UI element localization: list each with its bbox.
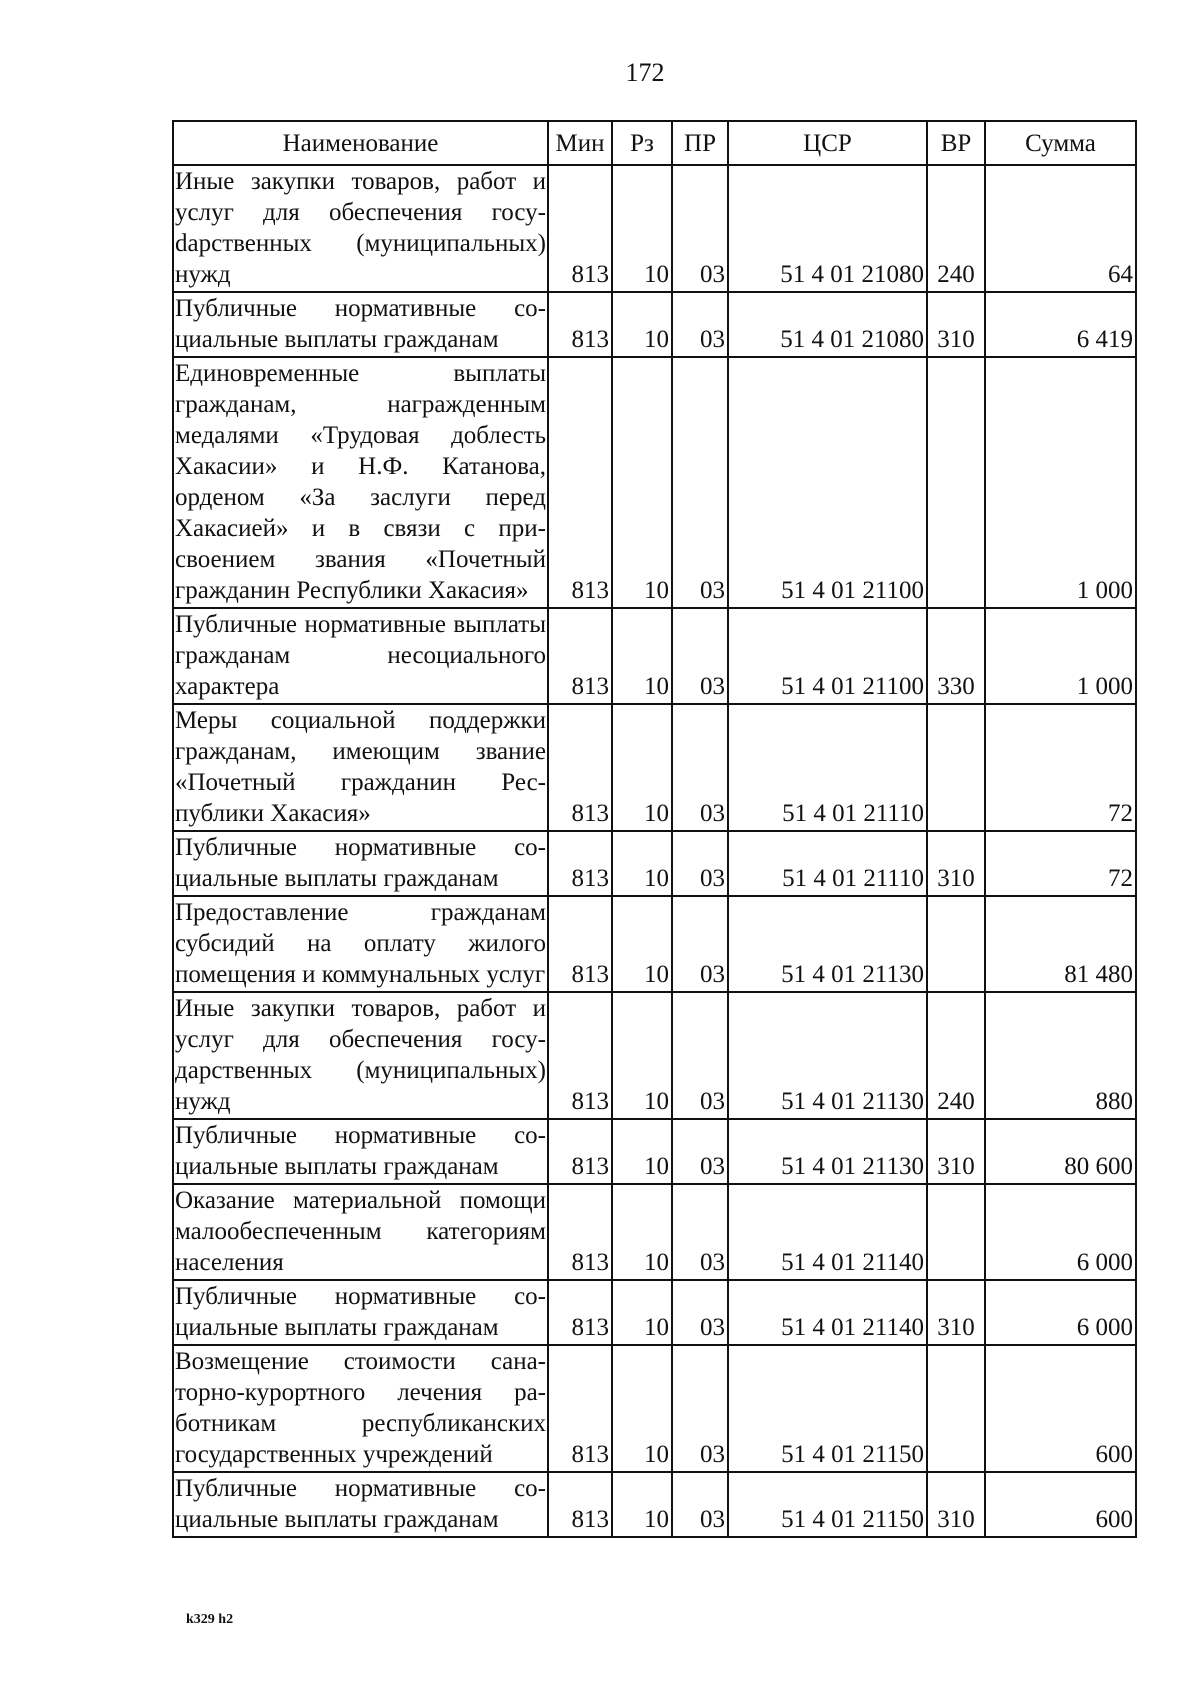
cell-rz: 10 <box>612 1184 672 1280</box>
cell-name: Публичные нормативные социальные выплаты гражданам <box>173 292 548 357</box>
page-number: 172 <box>625 58 665 87</box>
cell-vr: 310 <box>927 1280 985 1345</box>
cell-name: Публичные нормативные выплаты гражданам несоциального характера <box>173 608 548 704</box>
table-header-row <box>173 121 1136 165</box>
cell-name: Публичные нормативные социальные выплаты гражданам <box>173 1280 548 1345</box>
cell-name: Публичные нормативные социальные выплаты гражданам <box>173 1472 548 1537</box>
cell-pr: 03 <box>672 608 728 704</box>
cell-sum: 6 419 <box>985 292 1136 357</box>
cell-csr: 51 4 01 21080 <box>728 292 927 357</box>
cell-rz: 10 <box>612 1472 672 1537</box>
cell-pr: 03 <box>672 1472 728 1537</box>
cell-rz: 10 <box>612 357 672 608</box>
header-pr: ПР <box>672 121 728 165</box>
cell-pr: 03 <box>672 1345 728 1472</box>
table-row <box>173 1345 1136 1472</box>
table-row <box>173 992 1136 1119</box>
cell-pr: 03 <box>672 165 728 292</box>
table-row <box>173 831 1136 896</box>
cell-sum: 1 000 <box>985 608 1136 704</box>
cell-name: Возмещение стоимости санаторно-курортного лечения работникам республиканских государственных учреждений <box>173 1345 548 1472</box>
cell-pr: 03 <box>672 357 728 608</box>
table-row <box>173 896 1136 992</box>
cell-sum: 80 600 <box>985 1119 1136 1184</box>
footer-code: k329 h2 <box>186 1612 234 1627</box>
table-row <box>173 292 1136 357</box>
table-row <box>173 1119 1136 1184</box>
cell-rz: 10 <box>612 704 672 831</box>
cell-vr <box>927 1345 985 1472</box>
cell-pr: 03 <box>672 896 728 992</box>
cell-pr: 03 <box>672 1184 728 1280</box>
cell-sum: 880 <box>985 992 1136 1119</box>
cell-sum: 6 000 <box>985 1184 1136 1280</box>
cell-min: 813 <box>548 1472 612 1537</box>
budget-table <box>172 120 1137 1538</box>
cell-sum: 600 <box>985 1472 1136 1537</box>
cell-min: 813 <box>548 1184 612 1280</box>
header-sum: Сумма <box>985 121 1136 165</box>
cell-rz: 10 <box>612 292 672 357</box>
cell-name: Оказание материальной помощи малообеспеченным категориям населения <box>173 1184 548 1280</box>
cell-csr: 51 4 01 21140 <box>728 1184 927 1280</box>
cell-sum: 6 000 <box>985 1280 1136 1345</box>
cell-vr: 310 <box>927 1119 985 1184</box>
cell-rz: 10 <box>612 831 672 896</box>
cell-csr: 51 4 01 21130 <box>728 992 927 1119</box>
header-min: Мин <box>548 121 612 165</box>
cell-min: 813 <box>548 292 612 357</box>
cell-name: Меры социальной поддержки гражданам, имеющим звание «Почетный гражданин Республики Хакасия» <box>173 704 548 831</box>
cell-vr <box>927 704 985 831</box>
cell-sum: 81 480 <box>985 896 1136 992</box>
cell-vr: 330 <box>927 608 985 704</box>
cell-sum: 72 <box>985 831 1136 896</box>
table-row <box>173 1184 1136 1280</box>
table-row <box>173 1280 1136 1345</box>
cell-min: 813 <box>548 704 612 831</box>
cell-min: 813 <box>548 608 612 704</box>
table-row <box>173 608 1136 704</box>
cell-vr: 240 <box>927 992 985 1119</box>
cell-vr <box>927 1184 985 1280</box>
cell-csr: 51 4 01 21130 <box>728 896 927 992</box>
cell-min: 813 <box>548 1345 612 1472</box>
table-row <box>173 165 1136 292</box>
cell-min: 813 <box>548 831 612 896</box>
cell-min: 813 <box>548 165 612 292</box>
cell-pr: 03 <box>672 704 728 831</box>
cell-csr: 51 4 01 21110 <box>728 704 927 831</box>
cell-vr: 310 <box>927 831 985 896</box>
cell-rz: 10 <box>612 165 672 292</box>
cell-rz: 10 <box>612 992 672 1119</box>
cell-vr: 310 <box>927 1472 985 1537</box>
table-row <box>173 1472 1136 1537</box>
cell-csr: 51 4 01 21100 <box>728 608 927 704</box>
cell-pr: 03 <box>672 292 728 357</box>
cell-rz: 10 <box>612 1280 672 1345</box>
table-body <box>173 165 1136 1537</box>
cell-sum: 64 <box>985 165 1136 292</box>
cell-pr: 03 <box>672 831 728 896</box>
cell-csr: 51 4 01 21100 <box>728 357 927 608</box>
cell-rz: 10 <box>612 1345 672 1472</box>
cell-csr: 51 4 01 21150 <box>728 1472 927 1537</box>
cell-sum: 600 <box>985 1345 1136 1472</box>
cell-vr <box>927 357 985 608</box>
cell-vr <box>927 896 985 992</box>
cell-min: 813 <box>548 1280 612 1345</box>
cell-csr: 51 4 01 21140 <box>728 1280 927 1345</box>
cell-pr: 03 <box>672 992 728 1119</box>
cell-name: Единовременные выплаты гражданам, награжденным медалями «Трудовая доблесть Хакасии» и Н.Ф. Катанова, орденом «За заслуги перед Хакасией» и в связи с присвоением звания «Почетный гражданин Республики Хакасия» <box>173 357 548 608</box>
table-row <box>173 704 1136 831</box>
cell-name: Иные закупки товаров, работ и услуг для обеспечения госуdарственных (муниципальных) нужд <box>173 165 548 292</box>
cell-csr: 51 4 01 21130 <box>728 1119 927 1184</box>
cell-min: 813 <box>548 992 612 1119</box>
header-name: Наименование <box>173 121 548 165</box>
cell-name: Предоставление гражданам субсидий на оплату жилого помещения и коммунальных услуг <box>173 896 548 992</box>
cell-rz: 10 <box>612 608 672 704</box>
cell-sum: 72 <box>985 704 1136 831</box>
cell-min: 813 <box>548 1119 612 1184</box>
table-row <box>173 357 1136 608</box>
cell-min: 813 <box>548 896 612 992</box>
cell-pr: 03 <box>672 1280 728 1345</box>
cell-csr: 51 4 01 21080 <box>728 165 927 292</box>
cell-name: Публичные нормативные социальные выплаты гражданам <box>173 831 548 896</box>
cell-name: Публичные нормативные социальные выплаты гражданам <box>173 1119 548 1184</box>
cell-sum: 1 000 <box>985 357 1136 608</box>
cell-vr: 310 <box>927 292 985 357</box>
cell-vr: 240 <box>927 165 985 292</box>
cell-csr: 51 4 01 21110 <box>728 831 927 896</box>
header-csr: ЦСР <box>728 121 927 165</box>
cell-csr: 51 4 01 21150 <box>728 1345 927 1472</box>
cell-rz: 10 <box>612 896 672 992</box>
cell-min: 813 <box>548 357 612 608</box>
header-vr: ВР <box>927 121 985 165</box>
cell-name: Иные закупки товаров, работ и услуг для обеспечения государственных (муниципальных) нужд <box>173 992 548 1119</box>
cell-pr: 03 <box>672 1119 728 1184</box>
cell-rz: 10 <box>612 1119 672 1184</box>
header-rz: Рз <box>612 121 672 165</box>
